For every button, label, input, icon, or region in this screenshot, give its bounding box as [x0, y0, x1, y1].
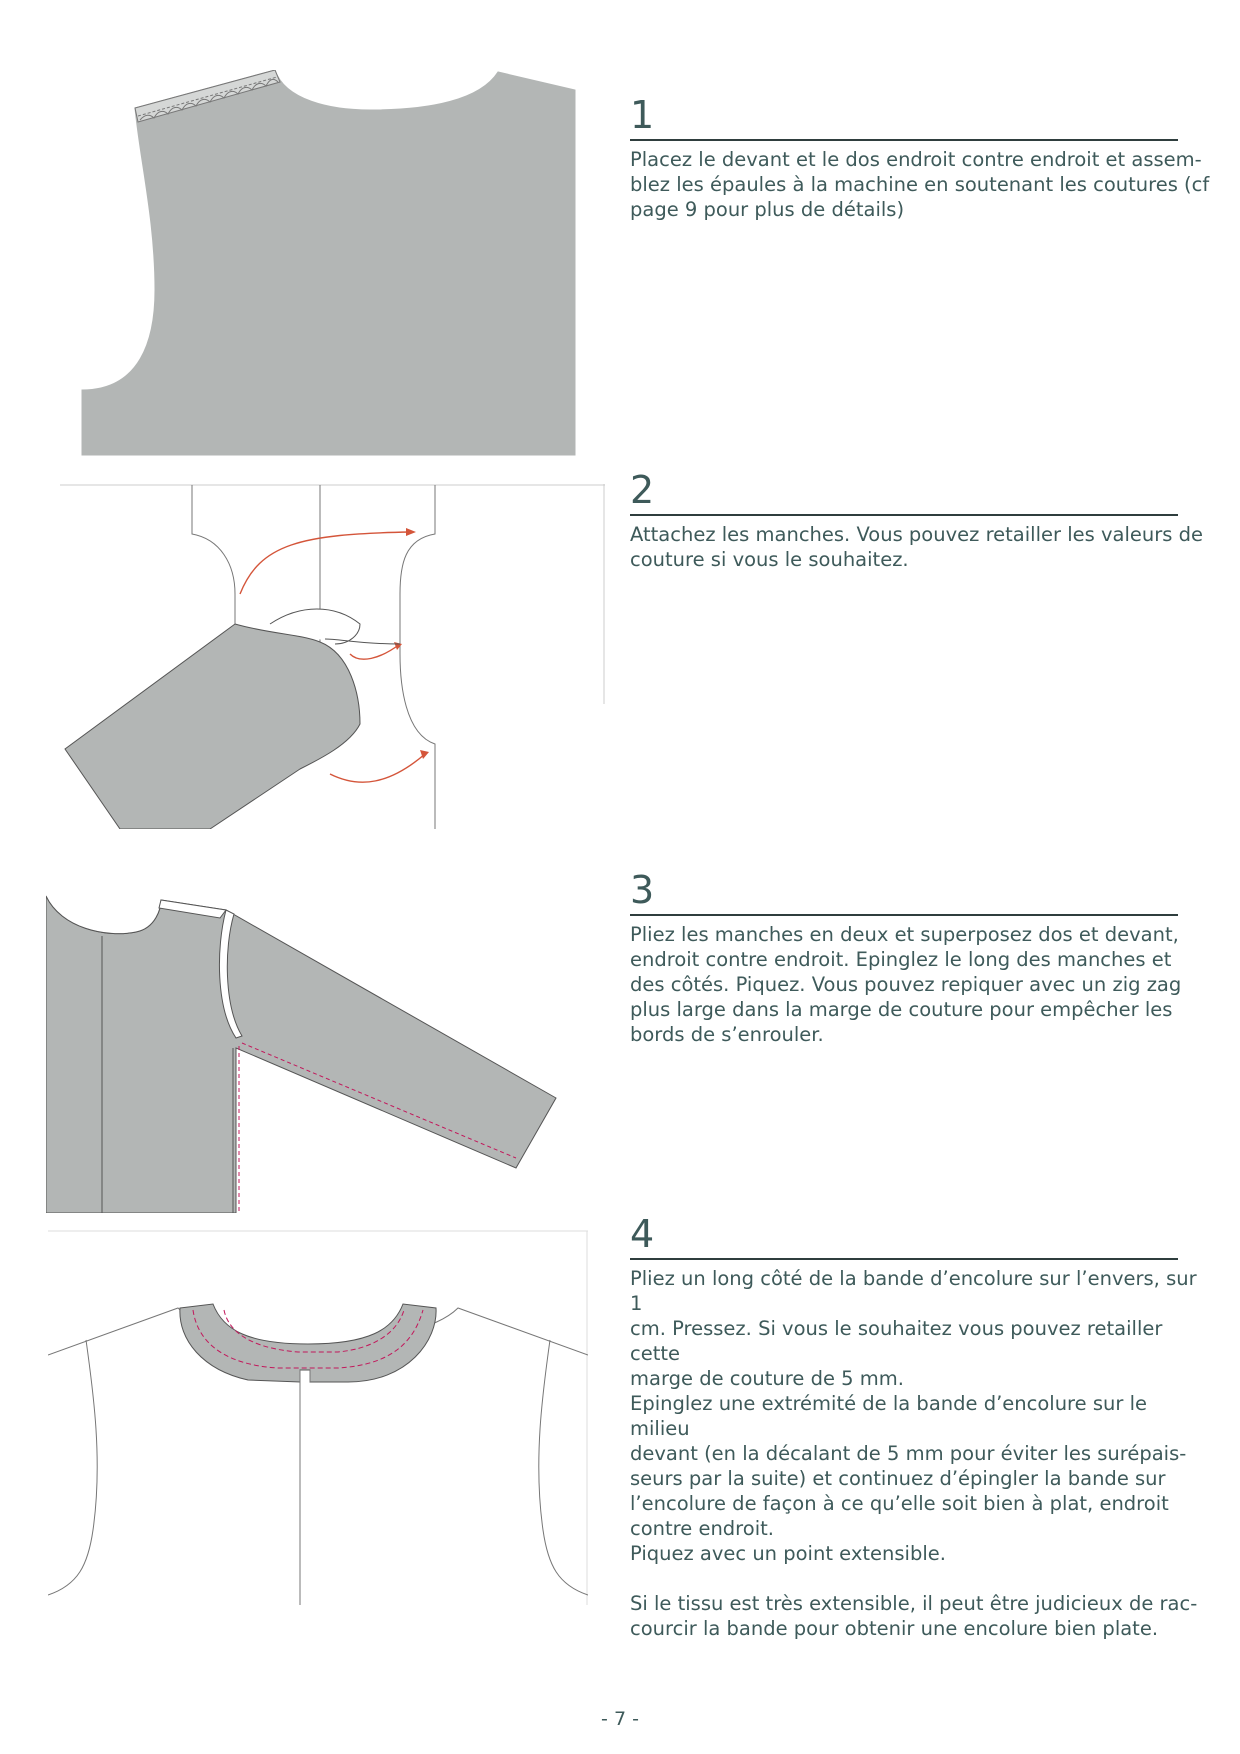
step-3-instructions	[630, 922, 1210, 1047]
text-line: page 9 pour plus de détails)	[630, 198, 905, 221]
text-line: marge de couture de 5 mm.	[630, 1367, 904, 1390]
text-line: devant (en la décalant de 5 mm pour éviter les surépais-	[630, 1442, 1187, 1465]
step-4-number: 4	[630, 1212, 655, 1256]
step-3-illustration	[46, 888, 566, 1213]
text-line: Piquez avec un point extensible.	[630, 1542, 946, 1565]
text-line: Pliez les manches en deux et superposez dos et devant,	[630, 923, 1179, 946]
step-2-number: 2	[630, 468, 655, 512]
text-line: Si le tissu est très extensible, il peut être judicieux de rac-	[630, 1592, 1198, 1615]
paragraph-gap	[630, 1566, 1210, 1591]
step-2-illustration	[60, 484, 605, 829]
page-number: - 7 -	[601, 1708, 639, 1730]
text-line: courcir la bande pour obtenir une encolure bien plate.	[630, 1617, 1159, 1640]
text-line: endroit contre endroit. Epinglez le long des manches et	[630, 948, 1172, 971]
step-1-illustration	[80, 70, 580, 460]
step-3-divider	[630, 914, 1178, 916]
text-line: plus large dans la marge de couture pour empêcher les	[630, 998, 1173, 1021]
text-line: des côtés. Piquez. Vous pouvez repiquer avec un zig zag	[630, 973, 1182, 996]
step-1-number: 1	[630, 93, 655, 137]
step-4-instructions	[630, 1266, 1210, 1641]
step-2-instructions	[630, 522, 1210, 572]
step-2-divider	[630, 514, 1178, 516]
text-line: blez les épaules à la machine en soutenant les coutures (cf	[630, 173, 1210, 196]
text-line: Pliez un long côté de la bande d’encolure sur l’envers, sur 1	[630, 1267, 1197, 1315]
step-1-instructions	[630, 147, 1210, 222]
step-4-illustration	[48, 1230, 588, 1605]
text-line: seurs par la suite) et continuez d’épingler la bande sur	[630, 1467, 1166, 1490]
text-line: Placez le devant et le dos endroit contre endroit et assem-	[630, 148, 1202, 171]
step-1-divider	[630, 139, 1178, 141]
text-line: Epinglez une extrémité de la bande d’encolure sur le milieu	[630, 1392, 1147, 1440]
step-3-number: 3	[630, 868, 655, 912]
text-line: cm. Pressez. Si vous le souhaitez vous pouvez retailler cette	[630, 1317, 1163, 1365]
step-4-divider	[630, 1258, 1178, 1260]
text-line: bords de s’enrouler.	[630, 1023, 824, 1046]
text-line: contre endroit.	[630, 1517, 774, 1540]
text-line: l’encolure de façon à ce qu’elle soit bien à plat, endroit	[630, 1492, 1169, 1515]
text-line: couture si vous le souhaitez.	[630, 548, 909, 571]
text-line: Attachez les manches. Vous pouvez retailler les valeurs de	[630, 523, 1204, 546]
